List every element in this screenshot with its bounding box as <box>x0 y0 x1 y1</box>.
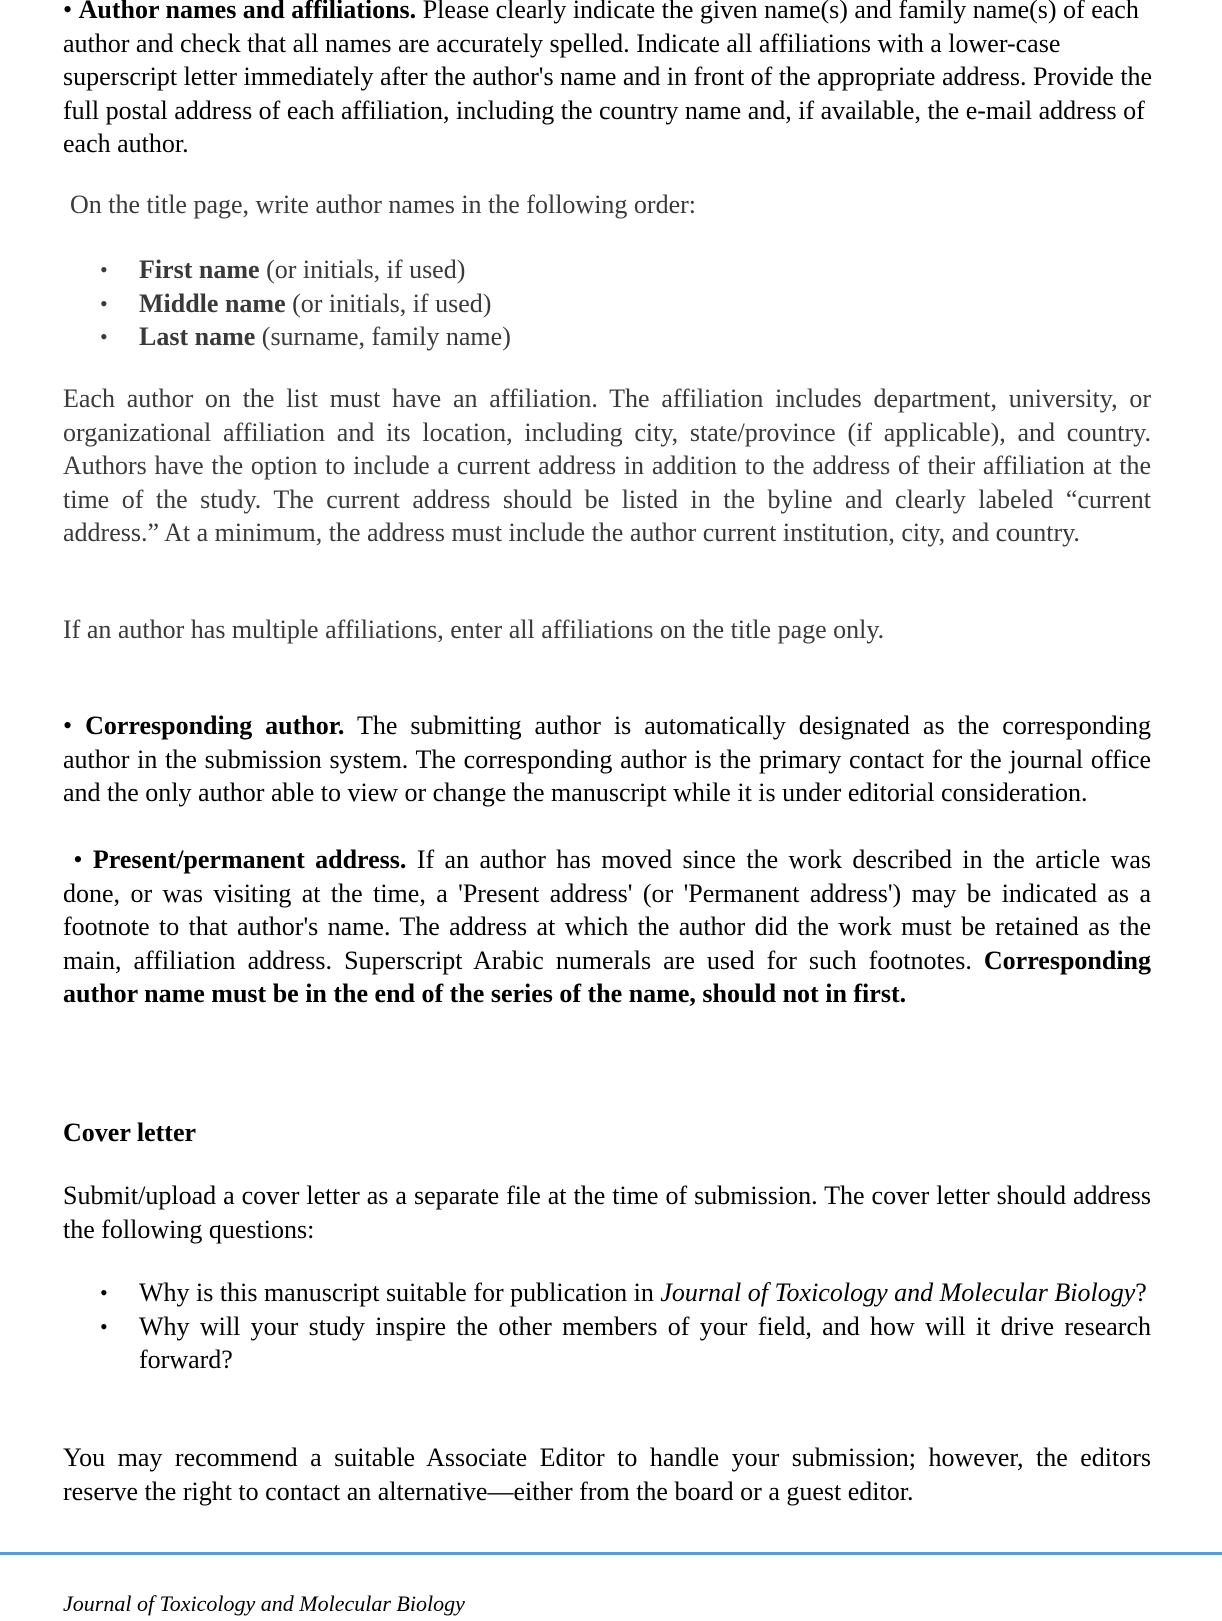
footer-divider <box>0 1552 1222 1555</box>
corresponding-author-heading: Corresponding author. <box>85 711 345 740</box>
author-names-paragraph <box>63 0 1173 161</box>
corresponding-order-note: Corresponding author name must be in the end of the series of the name, should not in first. <box>63 945 1152 1008</box>
question-text: Why will your study inspire the other members of your field, and how will it drive research forward? <box>139 1311 1151 1374</box>
list-item <box>63 320 663 354</box>
associate-editor-paragraph: You may recommend a suitable Associate Editor to handle your submission; however, the editors reserve the right to contact an alternative—either from the board or a guest editor. <box>63 1443 1151 1506</box>
list-item-term: Middle name <box>139 288 286 318</box>
author-names-heading: Author names and affiliations. <box>78 0 417 24</box>
cover-letter-intro: Submit/upload a cover letter as a separate file at the time of submission. The cover letter should address the following questions: <box>63 1181 1151 1244</box>
question-mark: ? <box>1135 1278 1147 1307</box>
corresponding-author-text: The submitting author is automatically designated as the corresponding author in the submission system. The corresponding author is the primary contact for the journal office and the only author able to view or change the manuscript while it is under editorial consideration. <box>63 711 1152 807</box>
list-item-note: (or initials, if used) <box>292 288 492 318</box>
name-order-list <box>63 253 663 354</box>
question-text: Why is this manuscript suitable for publication in <box>139 1278 654 1307</box>
list-item-note: (surname, family name) <box>261 322 511 351</box>
list-item <box>63 253 663 287</box>
list-item <box>63 287 663 321</box>
affiliation-paragraph: Each author on the list must have an affiliation. The affiliation includes department, university, or organizational affiliation and its location, including city, state/province (if applicable), and country. Authors have the option to include a current address in addition to the address of their affiliation at the time of the study. The current address should be listed in the byline and clearly labeled “current address.” At a minimum, the address must include the author current institution, city, and country. <box>63 384 1151 547</box>
name-order-intro: On the title page, write author names in the following order: <box>70 190 696 219</box>
author-names-text: Please clearly indicate the given name(s) and family name(s) of each author and check that all names are accurately spelled. Indicate all affiliations with a lower-case superscript letter immediately after the author's name and in front of the appropriate address. Provide the full postal address of each affiliation, including the country name and, if available, the e-mail address of each author. <box>63 0 1153 158</box>
footer-journal-name: Journal of Toxicology and Molecular Biology <box>63 1591 465 1616</box>
bullet: • <box>73 845 83 874</box>
multiple-affiliations-paragraph: If an author has multiple affiliations, enter all affiliations on the title page only. <box>63 615 885 644</box>
present-address-heading: Present/permanent address. <box>92 845 407 874</box>
corresponding-author-paragraph <box>63 709 1151 810</box>
present-address-paragraph <box>63 843 1151 1011</box>
list-item-term: First name <box>139 255 260 284</box>
bullet: • <box>63 0 73 24</box>
cover-letter-questions <box>63 1276 1151 1377</box>
list-item <box>63 1276 1151 1310</box>
bullet: • <box>63 711 73 740</box>
list-item <box>63 1310 1151 1377</box>
journal-name: Journal of Toxicology and Molecular Biology <box>660 1278 1136 1307</box>
list-item-note: (or initials, if used) <box>266 255 466 284</box>
cover-letter-heading: Cover letter <box>63 1118 197 1147</box>
present-address-text: If an author has moved since the work described in the article was done, or was visiting at the time, a 'Present address' (or 'Permanent address') may be indicated as a footnote to that author's name. The address at which the author did the work must be retained as the main, affiliation address. Superscript Arabic numerals are used for such footnotes. <box>63 845 1151 975</box>
list-item-term: Last name <box>139 322 256 351</box>
